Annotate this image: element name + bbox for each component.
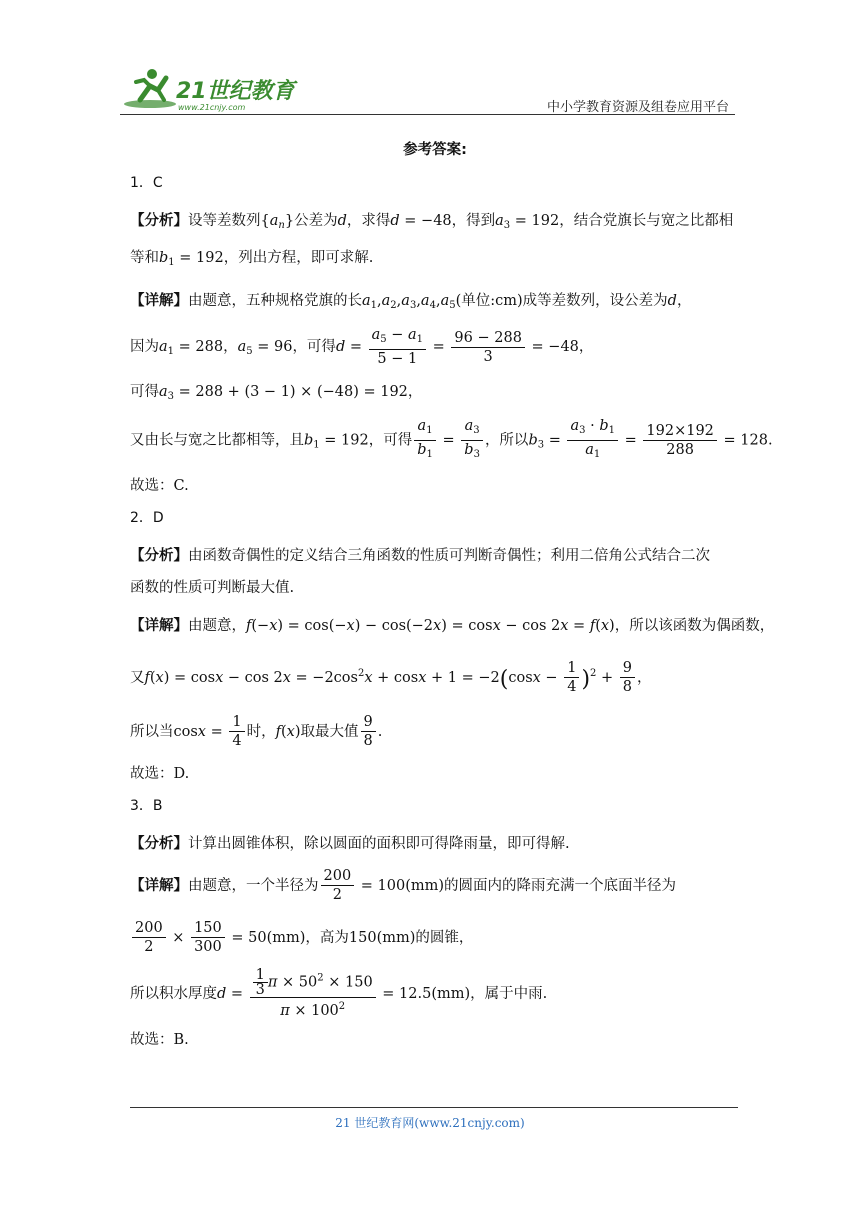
q2-detail-line1: 【详解】由题意，f(−x) = cos(−x) − cos(−2x) = cosx − cos 2x = f(x)，所以该函数为偶函数， [130, 617, 775, 634]
footer-link[interactable]: 21 世纪教育网(www.21cnjy.com) [335, 1116, 525, 1130]
q1-analysis-line2: 等和$b_1 = 192$，列出方程，即可求解. [130, 250, 374, 268]
q1-detail-line1: 【详解】由题意，五种规格党旗的长$a_1,a_2,a_3,a_4,a_5$(单位:cm)成等差数列，设公差为d， [130, 293, 692, 311]
q2-number: 2．D [130, 509, 164, 526]
platform-name: 中小学教育资源及组卷应用平台 [546, 100, 729, 115]
q3-analysis-tag: 【分析】 [130, 835, 188, 852]
site-logo [120, 64, 320, 118]
q3-detail-line2: $\frac{200}{2}$ × $\frac{150}{300}$ = 50(mm)，高为150(mm)的圆锥， [130, 916, 740, 960]
q2-detail-line3: 所以当cosx = $\frac{1}{4}$ 时，f(x)取最大值 $\frac{9}{8}$ . [130, 714, 383, 749]
page-header [120, 64, 735, 118]
logo-url: www.21cnjy.com [178, 103, 246, 112]
q1-detail-line3: 可得$a_3 = 288 + (3 - 1) \times (-48) = 192$， [130, 384, 423, 402]
q1-number: 1．C [130, 175, 163, 191]
q1-detail-tag: 【详解】 [130, 293, 188, 309]
q3-analysis: 【分析】计算出圆锥体积，除以圆面的面积即可得降雨量，即可得解. [130, 835, 570, 852]
q2-analysis-line1: 【分析】由函数奇偶性的定义结合三角函数的性质可判断奇偶性；利用二倍角公式结合二次 [130, 547, 710, 564]
q3-number: 3．B [130, 797, 163, 814]
q3-detail-line1: 【详解】由题意，一个半径为 $\frac{200}{2}$ = 100(mm)的圆面内的降雨充满一个底面半径为 [130, 868, 677, 903]
q3-answer: 故选：B. [130, 1031, 189, 1048]
q1-answer: 故选：C. [130, 477, 189, 494]
logo-text: 21世纪教育 [176, 79, 295, 104]
header-divider [120, 114, 735, 115]
q2-detail-tag: 【详解】 [130, 617, 188, 634]
q3-detail-tag: 【详解】 [130, 877, 188, 894]
q2-analysis-tag: 【分析】 [130, 547, 188, 564]
q2-analysis-line2: 函数的性质可判断最大值. [130, 579, 295, 596]
q1-analysis-line1: 【分析】设等差数列$\{a_n\}$公差为d，求得d = −48，得到$a_3 = 192$，结合党旗长与宽之比都相 [130, 213, 734, 231]
q1-detail-line4: 又由长与宽之比都相等，且$b_1 = 192$，可得 $\frac{a_1}{b_1}$ = $\frac{a_3}{b_3}$ ，所以$b_3$ = $\frac{a_3 \cdot b_1}{a_1}$ = $\frac{192\times 192}{288}$ = 128. [130, 418, 773, 460]
q1-detail-line2: 因为$a_1 = 288$，$a_5 = 96$，可得d = $\frac{a_5 - a_1}{5 - 1}$ = $\frac{96 - 288}{3}$ = −48， [130, 327, 594, 367]
q2-detail-line2: 又$f(x) = \cos x - \cos 2x = -2\cos^2x + \cos x + 1 = -2(\cos x$ − $\frac{1}{4}$ )$^2$ + $\frac{9}{8}$ ， [130, 660, 652, 695]
q1-analysis-tag: 【分析】 [130, 213, 188, 229]
footer-divider [130, 1107, 738, 1108]
answer-content [130, 132, 775, 1052]
q3-detail-line3: 所以积水厚度d = $\frac{1}{3}$ $\pi \times 50^2 \times 150$ $\pi \times 100^2$ = 12.5(mm)，属于中雨. [130, 966, 548, 1019]
page-title: 参考答案: [403, 142, 467, 158]
q2-answer: 故选：D. [130, 765, 190, 782]
